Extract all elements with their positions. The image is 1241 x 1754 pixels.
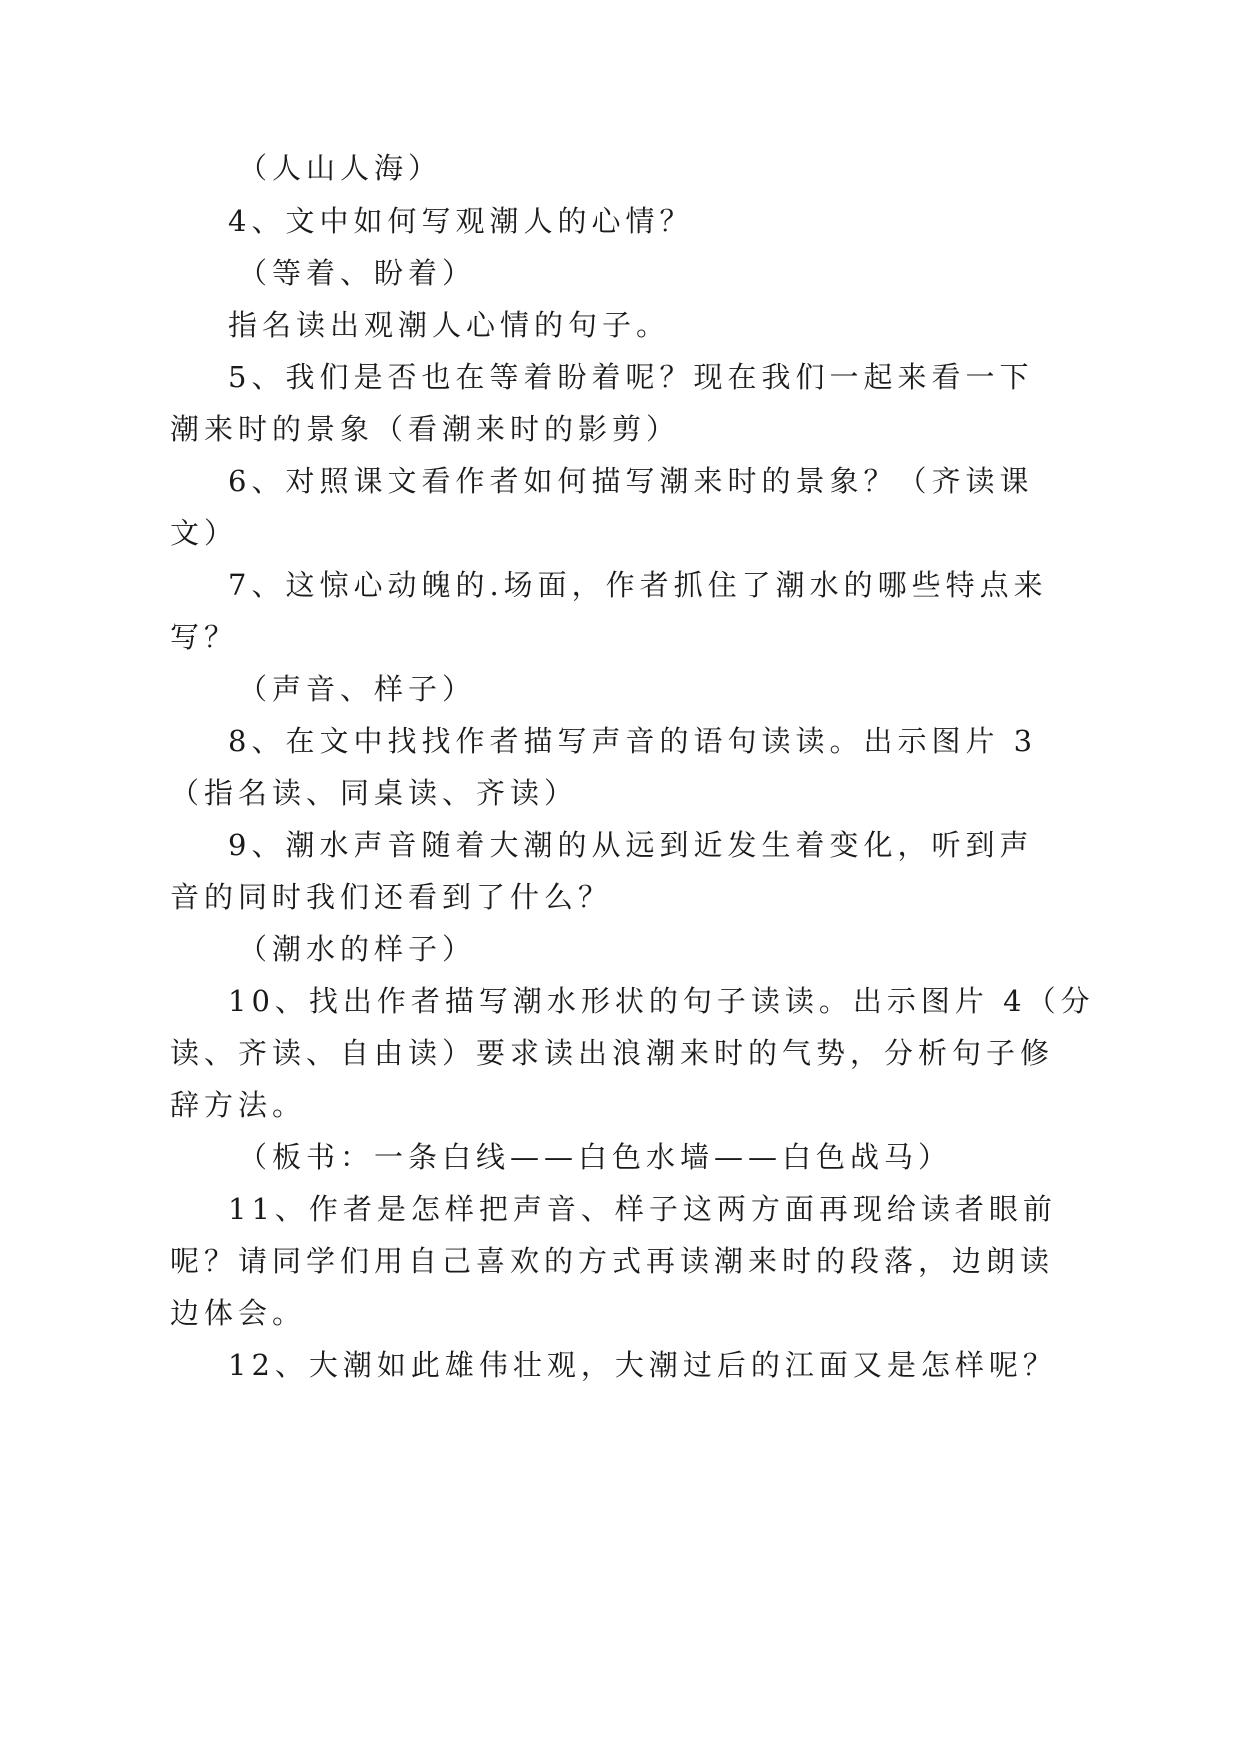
question-6-line-2: 文） [170, 516, 239, 550]
question-9-line-2: 音的同时我们还看到了什么？ [170, 880, 613, 914]
question-10-line-3: 辞方法。 [170, 1088, 307, 1122]
answer-9: （潮水的样子） [238, 932, 477, 966]
question-11-line-1: 11、作者是怎样把声音、样子这两方面再现给读者眼前 [228, 1192, 1057, 1226]
question-10-line-1: 10、找出作者描写潮水形状的句子读读。出示图片 4（分 [228, 984, 1095, 1018]
blackboard-note: （板书：一条白线——白色水墙——白色战马） [238, 1140, 953, 1174]
answer-4: （等着、盼着） [238, 256, 477, 290]
question-10-line-2: 读、齐读、自由读）要求读出浪潮来时的气势，分析句子修 [170, 1036, 1055, 1070]
answer-7: （声音、样子） [238, 672, 477, 706]
question-11-line-3: 边体会。 [170, 1296, 307, 1330]
question-5-line-2: 潮来时的景象（看潮来时的影剪） [170, 412, 681, 446]
question-5-line-1: 5、我们是否也在等着盼着呢？现在我们一起来看一下 [228, 360, 1034, 394]
question-7-line-1: 7、这惊心动魄的.场面，作者抓住了潮水的哪些特点来 [228, 568, 1048, 602]
question-12: 12、大潮如此雄伟壮观，大潮过后的江面又是怎样呢？ [228, 1348, 1057, 1382]
question-6-line-1: 6、对照课文看作者如何描写潮来时的景象？（齐读课 [228, 464, 1034, 498]
question-9-line-1: 9、潮水声音随着大潮的从远到近发生着变化，听到声 [228, 828, 1034, 862]
text-line-1: （人山人海） [238, 151, 443, 185]
instruction-line: 指名读出观潮人心情的句子。 [228, 308, 671, 342]
question-4: 4、文中如何写观潮人的心情？ [228, 204, 694, 238]
question-8-line-1: 8、在文中找找作者描写声音的语句读读。出示图片 3 [228, 724, 1038, 758]
question-7-line-2: 写？ [170, 620, 239, 654]
question-11-line-2: 呢？请同学们用自己喜欢的方式再读潮来时的段落，边朗读 [170, 1244, 1055, 1278]
question-8-line-2: （指名读、同桌读、齐读） [170, 776, 579, 810]
